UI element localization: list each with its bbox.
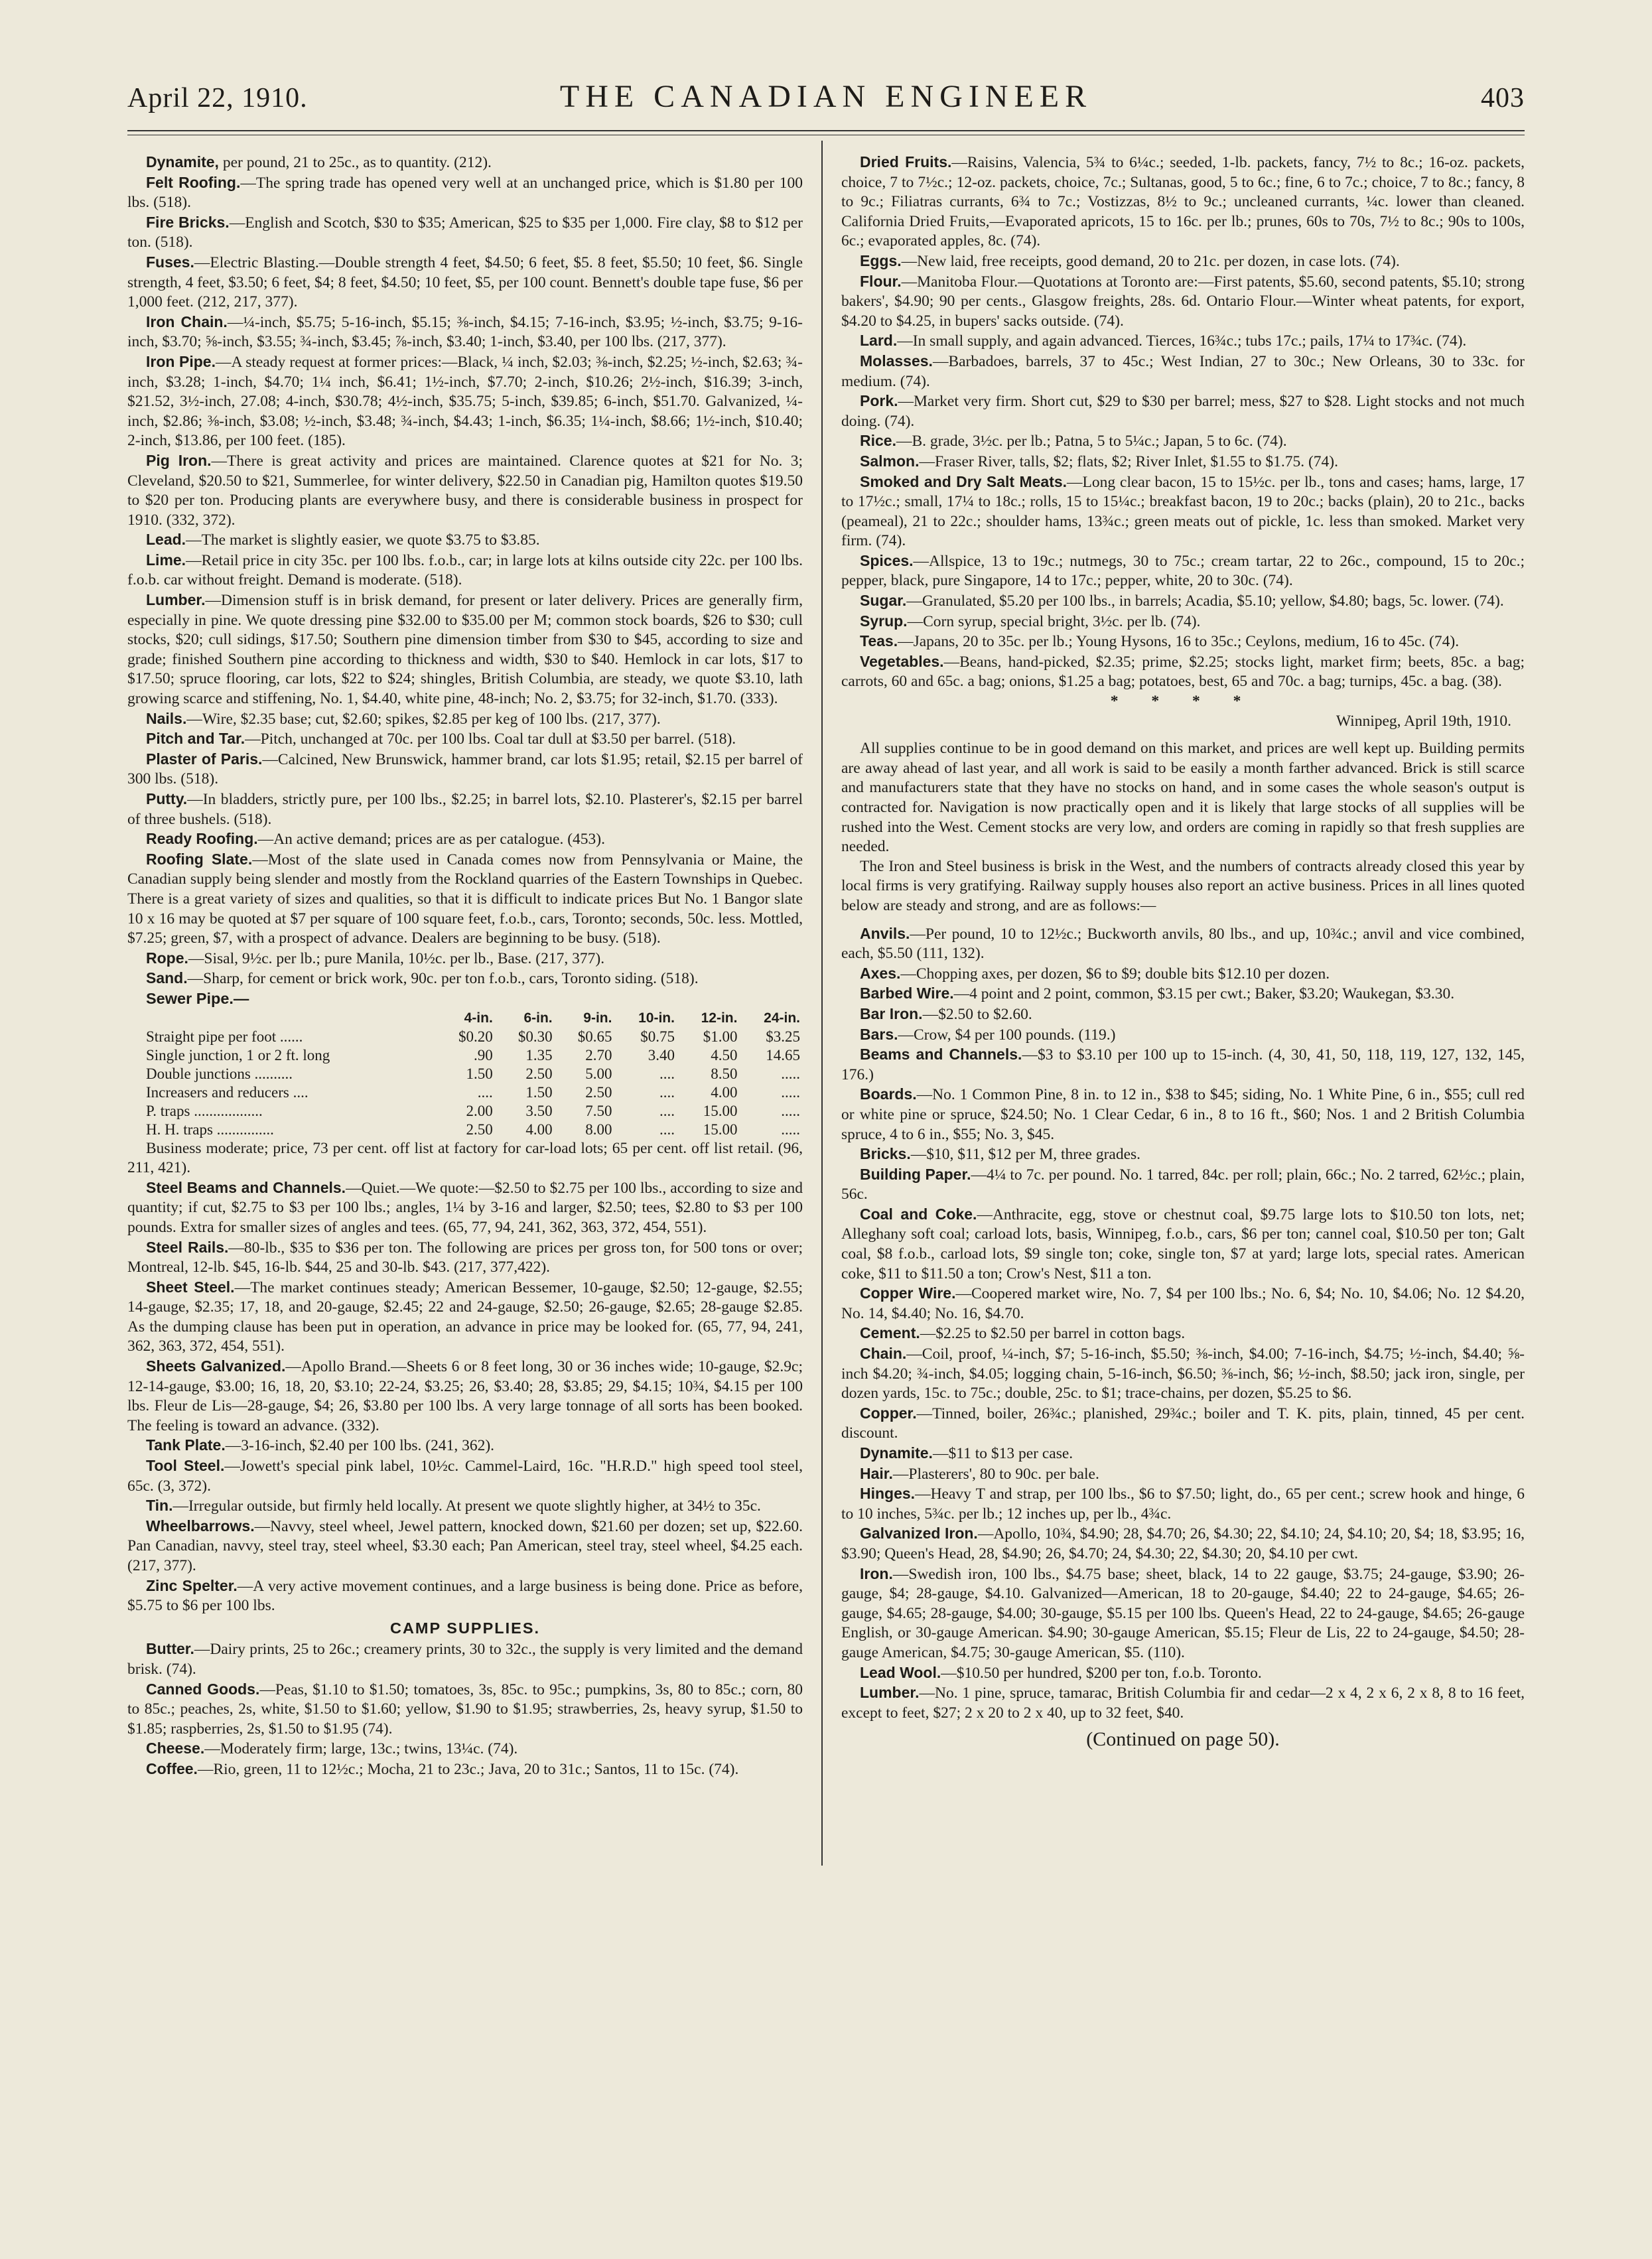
- market-item: [841, 1564, 1525, 1663]
- market-items-list: [127, 1178, 803, 1616]
- market-item: [841, 1324, 1525, 1344]
- item-heading: Tank Plate.: [146, 1436, 226, 1454]
- report-paragraph: The Iron and Steel business is brisk in the West, and the numbers of contracts already closed this year by local firms is very gratifying. Railway supply houses also report an active business. Prices in all lines quoted below are steady and strong, and are as follows:—: [841, 857, 1525, 914]
- market-item: [127, 1456, 803, 1496]
- market-item: [127, 789, 803, 829]
- item-text: —No. 1 Common Pine, 8 in. to 12 in., $38 to $45; siding, No. 1 White Pine, 6 in., $55; cull red or white pine or spruce, $24.50; No. 1 Clear Cedar, 6 in., 8 to 16 ft., $60; Nos. 1 and 2 British Columbia spruce, 4 to 6 in., $55; No. 3, $45.: [841, 1086, 1525, 1143]
- item-text: —B. grade, 3½c. per lb.; Patna, 5 to 5¼c.; Japan, 5 to 6c. (74).: [896, 433, 1287, 450]
- market-item: [841, 1025, 1525, 1046]
- market-item: [841, 391, 1525, 431]
- item-text: —The spring trade has opened very well at an unchanged price, which is $1.80 per 100 lbs. (518).: [127, 174, 803, 212]
- item-heading: Iron Chain.: [146, 312, 228, 330]
- item-text: —80-lb., $35 to $36 per ton. The following are prices per gross ton, for 500 tons or over; Montreal, 12-lb. $45, 16-lb. $44, 25 and 30-lb. $43. (217, 377,422).: [127, 1239, 803, 1276]
- item-text: —4¼ to 7c. per pound. No. 1 tarred, 84c. per roll; plain, 66c.; No. 2 tarred, 62½c.; plain, 56c.: [841, 1166, 1525, 1203]
- market-item: [841, 1284, 1525, 1324]
- item-text: —Retail price in city 35c. per 100 lbs. f.o.b., car; in large lots at kilns outside city 22c. per 100 lbs. f.o.b. car without freight. Demand is moderate. (518).: [127, 551, 803, 589]
- market-item: [127, 709, 803, 730]
- issue-date: April 22, 1910.: [127, 83, 308, 113]
- table-cell: 1.50: [525, 1083, 553, 1101]
- table-cell: 15.00: [703, 1121, 738, 1138]
- item-heading: Smoked and Dry Salt Meats.: [860, 472, 1067, 490]
- item-heading: Cheese.: [146, 1740, 205, 1757]
- item-text: —$10.50 per hundred, $200 per ton, f.o.b. Toronto.: [941, 1664, 1262, 1682]
- item-heading: Copper.: [860, 1404, 917, 1422]
- item-heading: Cement.: [860, 1324, 920, 1342]
- winnipeg-dateline: Winnipeg, April 19th, 1910.: [1336, 712, 1511, 730]
- market-item: [841, 551, 1525, 591]
- item-heading: Steel Beams and Channels.: [146, 1178, 346, 1196]
- item-heading: Lead Wool.: [860, 1663, 941, 1681]
- item-text: —An active demand; prices are as per catalogue. (453).: [257, 831, 605, 849]
- item-heading: Putty.: [146, 790, 188, 807]
- item-text: —Sharp, for cement or brick work, 90c. per ton f.o.b., cars, Toronto siding. (518).: [187, 970, 699, 988]
- market-item: [841, 612, 1525, 632]
- market-report-paragraphs: [841, 739, 1525, 916]
- market-item: [841, 1524, 1525, 1564]
- item-heading: Lard.: [860, 332, 898, 350]
- table-cell: $0.30: [517, 1028, 553, 1045]
- column-divider: [821, 141, 823, 1866]
- item-text: —Raisins, Valencia, 5¾ to 6¼c.; seeded, 1-lb. packets, fancy, 7½ to 8c.; 16-oz. packets, choice, 7 to 7½c.; 12-oz. packets, choice, 7c.; Sultanas, good, 5 to 6c.; fine, 6 to 7c.; choice, 7 to 8c.; fancy, 8 to 9c.; Filiatras currants, 6¾ to 7c.; Vostizzas, 8½ to 9c.; uncleaned currants, ¼c. lower than cleaned. California Dried Fruits,—Evaporated apricots, 15 to 16c. per lb.; prunes, 60s to 70s, 7½ to 8c.; 90s to 100s, 6c.; evaporated apples, 8c. (74).: [841, 154, 1525, 250]
- table-cell: 4.00: [711, 1083, 738, 1101]
- continued-note: (Continued on page 50).: [1086, 1728, 1280, 1751]
- table-cell: $0.65: [577, 1028, 612, 1045]
- item-heading: Ready Roofing.: [146, 830, 258, 848]
- table-cell: .....: [781, 1121, 800, 1138]
- table-cell: 1.50: [466, 1065, 493, 1082]
- page-number: 403: [1481, 83, 1525, 113]
- running-header: [127, 78, 1525, 125]
- report-paragraph: All supplies continue to be in good demand on this market, and prices are well kept up. Building permits are away ahead of last year, and all work is said to be easily a month farther advanced. Brick is still scarce and manufacturers state that they have no stocks on hand, and in some cases the whole season's output is contracted for. Navigation is now practically open and it is likely that large stocks of all supplies will be rushed into the West. Cement stocks are very low, and orders are coming in rapidly so that fresh supplies are needed.: [841, 740, 1525, 856]
- item-text: —English and Scotch, $30 to $35; American, $25 to $35 per 1,000. Fire clay, $8 to $12 per ton. (518).: [127, 214, 803, 251]
- item-text: —Peas, $1.10 to $1.50; tomatoes, 3s, 85c. to 95c.; pumpkins, 3s, 80 to 85c.; corn, 80 to 85c.; peaches, 2s, white, $1.50 to $1.60; yellow, $1.90 to $1.95; strawberries, 2s, heavy syrup, $1.50 to $1.85; raspberries, 2s, $1.50 to $1.95 (74).: [127, 1680, 803, 1738]
- market-item: [127, 850, 803, 949]
- item-text: —The market continues steady; American Bessemer, 10-gauge, $2.50; 12-gauge, $2.55; 14-gauge, $2.35; 17, 18, and 20-gauge, $2.45; 22 and 24-gauge, $2.50; 26-gauge, $2.65; 28-gauge $2.85. As the dumping clause has been put in operation, an advance in price may be looked for. (65, 77, 94, 241, 362, 363, 372, 454, 551).: [127, 1278, 803, 1355]
- table-cell: Double junctions ..........: [146, 1065, 293, 1082]
- market-item: [127, 1759, 803, 1780]
- table-row: [127, 1028, 803, 1046]
- market-item: [127, 1436, 803, 1456]
- item-heading: Flour.: [860, 272, 902, 290]
- item-text: —Rio, green, 11 to 12½c.; Mocha, 21 to 23c.; Java, 20 to 31c.; Santos, 11 to 15c. (74).: [197, 1760, 739, 1778]
- item-heading: Roofing Slate.: [146, 850, 253, 868]
- table-cell: 4.00: [525, 1121, 553, 1138]
- item-text: —Wire, $2.35 base; cut, $2.60; spikes, $2.85 per keg of 100 lbs. (217, 377).: [186, 710, 661, 728]
- item-heading: Nails.: [146, 709, 187, 727]
- market-item: [127, 1639, 803, 1679]
- item-heading: Felt Roofing.: [146, 173, 241, 191]
- item-text: —The market is slightly easier, we quote $3.75 to $3.85.: [186, 531, 540, 549]
- item-heading: Eggs.: [860, 251, 902, 269]
- table-cell: .....: [781, 1065, 800, 1082]
- item-heading: Sand.: [146, 969, 188, 987]
- item-heading: Tin.: [146, 1497, 173, 1515]
- item-heading: Lumber.: [146, 591, 206, 609]
- table-row: [127, 1121, 803, 1139]
- right-column: [841, 153, 1525, 1749]
- item-heading: Lime.: [146, 551, 186, 569]
- item-text: —Most of the slate used in Canada comes now from Pennsylvania or Maine, the Canadian supply being slender and mostly from the Rockland quarries of the Eastern Townships in Quebec. There is a great variety of sizes and qualities, so that it is difficult to indicate prices But No. 1 Bangor slate 10 x 16 may be quoted at $7 per square of 100 square feet, f.o.b., cars, Toronto; seconds, 50c. less. Mottled, $7.25; green, $7, with a prospect of advance. Dealers are beginning to be busy. (518).: [127, 851, 803, 947]
- item-heading: Rice.: [860, 432, 896, 450]
- market-item: [127, 551, 803, 590]
- item-text: —Beans, hand-picked, $2.35; prime, $2.25; stocks light, market firm; beets, 85c. a bag; carrots, 60 and 65c. a bag; onions, $1.25 a bag; potatoes, best, 65 and 70c. a bag; turnips, 45c. a bag. (38).: [841, 653, 1525, 691]
- left-column: [127, 153, 803, 1780]
- market-item: [127, 153, 803, 173]
- table-cell: .....: [781, 1102, 800, 1119]
- table-cell: 2.70: [585, 1046, 612, 1063]
- market-item: [127, 173, 803, 213]
- item-text: —Plasterers', 80 to 90c. per bale.: [892, 1465, 1099, 1483]
- table-row: [127, 1102, 803, 1121]
- table-cell: 2.00: [466, 1102, 493, 1119]
- section-break-stars: * * * *: [1110, 693, 1256, 711]
- table-column-header: 4-in.: [464, 1010, 493, 1026]
- item-text: —Swedish iron, 100 lbs., $4.75 base; sheet, black, 14 to 22 gauge, $3.75; 24-gauge, $3.90; 26-gauge, $4; 28-gauge, $4.10. Galvanized—American, 18 to 20-gauge, $4.40; 22 to 24-gauge, $4.65; 26-gauge, $4.65; 28-gauge, $4.00; 30-gauge, $5.15 per 100 lbs. Queen's Head, 22 to 24-gauge, $4.65; 26-gauge English, or 30-gauge American. $4.90; 30-gauge American, $5.15; Fleur de Lis, 22 to 24-gauge, $4.50; 28-gauge American, $4.75; 30-gauge American, $5. (110).: [841, 1565, 1525, 1661]
- item-text: —Dairy prints, 25 to 26c.; creamery prints, 30 to 32c., the supply is very limited and the demand brisk. (74).: [127, 1641, 803, 1678]
- sewer-pipe-note: Business moderate; price, 73 per cent. off list at factory for car-load lots; 65 per cent. off list retail. (96, 211, 421).: [127, 1139, 803, 1177]
- item-text: —$11 to $13 per case.: [932, 1445, 1073, 1462]
- market-item: [841, 1663, 1525, 1684]
- item-text: —Quiet.—We quote:—$2.50 to $2.75 per 100 lbs., according to size and quantity; if cut, $2.75 to $3 per 100 lbs.; angles, 1¼ by 3-16 and larger, $2.50; tees, $2.80 to $3 per 100 pounds. Extra for smaller sizes of angles and tees. (65, 77, 94, 241, 362, 363, 372, 454, 551).: [127, 1179, 803, 1236]
- item-heading: Iron Pipe.: [146, 352, 216, 370]
- item-text: —Per pound, 10 to 12½c.; Buckworth anvils, 80 lbs., and up, 10¾c.; anvil and vice combined, each, $5.50 (111, 132).: [841, 925, 1525, 963]
- market-item: [127, 729, 803, 750]
- market-items-list: [841, 153, 1525, 692]
- item-heading: Axes.: [860, 964, 901, 982]
- item-heading: Iron.: [860, 1564, 893, 1582]
- item-heading: Bars.: [860, 1025, 898, 1043]
- item-heading: Syrup.: [860, 612, 908, 630]
- table-cell: $0.75: [640, 1028, 675, 1045]
- item-heading: Plaster of Paris.: [146, 750, 263, 768]
- item-text: —Apollo Brand.—Sheets 6 or 8 feet long, 30 or 36 inches wide; 10-gauge, $2.9c; 12-14-gauge, $3.00; 16, 18, 20, $3.10; 22-24, $3.25; 26, $3.40; 28, $3.85; 29, $4.15; 10¾, $4.15 per 100 lbs. Fleur de Lis—28-gauge, $4; 26, $3.80 per 100 lbs. A very large tonnage of all sorts has been booked. The feeling is toward an advance. (332).: [127, 1358, 803, 1434]
- item-heading: Coal and Coke.: [860, 1205, 977, 1223]
- item-text: —Fraser River, talls, $2; flats, $2; River Inlet, $1.55 to $1.75. (74).: [919, 452, 1338, 470]
- market-item: [841, 1205, 1525, 1284]
- item-text: —Crow, $4 per 100 pounds. (119.): [898, 1026, 1116, 1044]
- market-item: [841, 652, 1525, 692]
- item-text: —Heavy T and strap, per 100 lbs., $6 to $7.50; light, do., 65 per cent.; screw hook and hinge, 6 to 10 inches, 5¾c. per lb.; 12 inches up, per lb., 4¾c.: [841, 1485, 1525, 1523]
- market-item: [127, 829, 803, 850]
- table-cell: Increasers and reducers ....: [146, 1083, 309, 1101]
- market-item: [841, 331, 1525, 352]
- item-text: —$3 to $3.10 per 100 up to 15-inch. (4, 30, 41, 50, 118, 119, 127, 132, 145, 176.): [841, 1046, 1525, 1083]
- market-item: [127, 1739, 803, 1759]
- item-heading: Beams and Channels.: [860, 1046, 1022, 1063]
- item-heading: Spices.: [860, 551, 914, 569]
- item-text: —Irregular outside, but firmly held locally. At present we quote slightly higher, at 34½ to 35c.: [172, 1497, 761, 1515]
- market-item: [127, 1517, 803, 1576]
- item-heading: Bricks.: [860, 1145, 911, 1163]
- table-cell: Straight pipe per foot ......: [146, 1028, 303, 1045]
- item-heading: Sugar.: [860, 592, 907, 610]
- table-column-header: 9-in.: [583, 1010, 612, 1026]
- header-rule: [127, 130, 1525, 135]
- table-column-header: 24-in.: [764, 1010, 800, 1026]
- market-item: [127, 1357, 803, 1436]
- table-cell: 2.50: [525, 1065, 553, 1082]
- sewer-pipe-table: [127, 1009, 803, 1139]
- item-text: —Corn syrup, special bright, 3½c. per lb. (74).: [907, 612, 1201, 630]
- item-text: —Chopping axes, per dozen, $6 to $9; double bits $12.10 per dozen.: [900, 965, 1330, 983]
- item-text: —In small supply, and again advanced. Tierces, 16¾c.; tubs 17c.; pails, 17¼ to 17¾c. (74).: [897, 332, 1467, 350]
- item-heading: Pig Iron.: [146, 451, 212, 469]
- item-text: —$2.50 to $2.60.: [922, 1005, 1032, 1023]
- item-heading: Fuses.: [146, 253, 194, 271]
- market-item: [127, 1680, 803, 1740]
- market-item: [841, 632, 1525, 652]
- item-heading: Sheet Steel.: [146, 1278, 235, 1296]
- market-item: [841, 964, 1525, 985]
- item-text: —A steady request at former prices:—Black, ¼ inch, $2.03; ⅜-inch, $2.25; ½-inch, $2.63; ¾-inch, $3.28; 1-inch, $4.70; 1¼ inch, $6.41; 1½-inch, $7.70; 2-inch, $10.26; 2½-inch, $16.39; 3-inch, $21.52, 3½-inch, 27.08; 4-inch, $30.78; 4½-inch, $35.75; 5-inch, $39.85; 6-inch, $51.70. Galvanized, ¼-inch, $2.86; ⅜-inch, $3.08; ½-inch, $3.48; ¾-inch, $4.43; 1-inch, $6.35; 1¼-inch, $8.66; 1½-inch, $10.40; 2-inch, $13.86, per 100 feet. (185).: [127, 353, 803, 450]
- item-heading: Copper Wire.: [860, 1284, 956, 1302]
- table-column-header: [127, 1009, 436, 1028]
- item-heading: Hinges.: [860, 1485, 916, 1503]
- market-items-list: [127, 1639, 803, 1779]
- table-cell: .....: [781, 1083, 800, 1101]
- item-heading: Wheelbarrows.: [146, 1517, 255, 1535]
- market-item: [127, 253, 803, 312]
- table-column-header: 10-in.: [638, 1010, 675, 1026]
- market-item: [841, 272, 1525, 332]
- market-item: [127, 1278, 803, 1357]
- item-heading: Bar Iron.: [860, 1004, 923, 1022]
- item-heading: Chain.: [860, 1345, 907, 1363]
- table-header-row: [127, 1009, 803, 1028]
- table-cell: 1.35: [525, 1046, 553, 1063]
- market-item: [127, 750, 803, 789]
- item-text: —Anthracite, egg, stove or chestnut coal, $9.75 large lots to $10.50 ton lots, net; Alleghany soft coal; carload lots, basis, Winnipeg, f.o.b., cars, $6 per ton; cannel coal, $10.50 per ton; Galt coal, $8 f.o.b., carload lots, $9 single ton; coke, single ton, $7 at yard; large lots, special rates. American coke, $11 to $11.50 a ton; Crow's Nest, $11 a ton.: [841, 1205, 1525, 1282]
- table-cell: 2.50: [585, 1083, 612, 1101]
- table-column-header: 12-in.: [701, 1010, 738, 1026]
- market-item: [841, 251, 1525, 272]
- market-item: [127, 1178, 803, 1238]
- table-cell: ....: [659, 1065, 675, 1082]
- item-heading: Boards.: [860, 1085, 917, 1103]
- item-text: —No. 1 pine, spruce, tamarac, British Columbia fir and cedar—2 x 4, 2 x 6, 2 x 8, 8 to 16 feet, except to feet, $27; 2 x 20 to 2 x 40, up to 32 feet, $40.: [841, 1684, 1525, 1722]
- item-heading: Salmon.: [860, 452, 920, 470]
- item-text: —Dimension stuff is in brisk demand, for present or later delivery. Prices are generally firm, especially in pine. We quote dressing pine $32.00 to $35.00 per M; common stock boards, $26 to $30; cull stocks, $20; cull sidings, $17.50; Southern pine dimension timber from $30 to $45, according to size and grade; finished Southern pine according to thickness and width, $30 to $40. Hemlock in car lots, $17 to $17.50; spruce flooring, car lots, $22 to $24; shingles, British Columbia, are steady, we quote $3.10, lath growing scarce and stiffening, No. 1, $4.40, white pine, 48-inch; No. 2, $3.75; for 32-inch, $1.70. (333).: [127, 592, 803, 708]
- table-cell: H. H. traps ...............: [146, 1121, 274, 1138]
- market-item: [841, 431, 1525, 452]
- market-item: [841, 1004, 1525, 1025]
- item-text: —Sisal, 9½c. per lb.; pure Manila, 10½c. per lb., Base. (217, 377).: [188, 949, 605, 967]
- table-row: [127, 1065, 803, 1083]
- table-cell: 14.65: [766, 1046, 800, 1063]
- item-text: —There is great activity and prices are maintained. Clarence quotes at $21 for No. 3; Cleveland, $20.50 to $21, Summerlee, for winter delivery, $22.50 in Canadian pig, Hamilton quotes $19.50 to $20 per ton. Producing plants are everywhere busy, and there is considerable business in prospect for 1910. (332, 372).: [127, 452, 803, 529]
- item-text: —Coopered market wire, No. 7, $4 per 100 lbs.; No. 6, $4; No. 10, $4.06; No. 12 $4.20, No. 14, $4.40; No. 16, $4.70.: [841, 1285, 1525, 1322]
- market-item: [841, 452, 1525, 472]
- table-body: [127, 1028, 803, 1139]
- market-item: [841, 1683, 1525, 1723]
- table-cell: .90: [474, 1046, 493, 1063]
- table-cell: $0.20: [458, 1028, 493, 1045]
- table-cell: 8.00: [585, 1121, 612, 1138]
- item-heading: Dried Fruits.: [860, 153, 952, 171]
- item-text: —$10, $11, $12 per M, three grades.: [910, 1146, 1141, 1164]
- market-item: [841, 472, 1525, 551]
- journal-title: THE CANADIAN ENGINEER: [559, 79, 1093, 114]
- table-row: [127, 1046, 803, 1065]
- table-cell: ....: [659, 1121, 675, 1138]
- market-item: [127, 969, 803, 989]
- item-text: —Pitch, unchanged at 70c. per 100 lbs. Coal tar dull at $3.50 per barrel. (518).: [245, 730, 736, 748]
- item-heading: Pork.: [860, 392, 898, 410]
- item-heading: Tool Steel.: [146, 1457, 225, 1475]
- item-heading: Vegetables.: [860, 652, 944, 670]
- item-text: —A very active movement continues, and a large business is being done. Price as before, $5.75 to $6 per 100 lbs.: [127, 1577, 803, 1615]
- table-cell: 5.00: [585, 1065, 612, 1082]
- market-item: [841, 1344, 1525, 1404]
- item-heading: Pitch and Tar.: [146, 730, 245, 748]
- item-text: —Coil, proof, ¼-inch, $7; 5-16-inch, $5.50; ⅜-inch, $4.00; 7-16-inch, $4.75; ½-inch, $4.40; ⅝-inch $4.20; ¾-inch, $4.05; logging chain, 5-16-inch, $6.50; ⅜-inch, $6; ½-inch, $8.50; jack iron, single, per dozen yards, 15c. to 75c.; double, 25c. to $1; trace-chains, per dozen, $5.25 to $6.: [841, 1345, 1525, 1403]
- market-item: [841, 1484, 1525, 1524]
- item-heading: Galvanized Iron.: [860, 1525, 978, 1542]
- item-text: —Moderately firm; large, 13c.; twins, 13¼c. (74).: [204, 1740, 518, 1758]
- table-cell: 7.50: [585, 1102, 612, 1119]
- camp-supplies-heading: CAMP SUPPLIES.: [389, 1619, 541, 1637]
- market-item: [841, 591, 1525, 612]
- item-heading: Building Paper.: [860, 1165, 971, 1183]
- item-text: —Long clear bacon, 15 to 15½c. per lb., tons and cases; hams, large, 17 to 17½c.; small, 17¼ to 18c.; rolls, 15 to 15¼c.; breakfast bacon, 19 to 20c.; backs (plain), 20 to 21c., backs (peameal), 21 to 22c.; shoulder hams, 13¾c.; green meats out of pickle, 1c. less than smoked. Market very firm. (74).: [841, 473, 1525, 550]
- market-item: [127, 590, 803, 709]
- item-heading: Butter.: [146, 1640, 194, 1658]
- item-text: —4 point and 2 point, common, $3.15 per cwt.; Baker, $3.20; Waukegan, $3.30.: [953, 985, 1455, 1003]
- item-heading: Fire Bricks.: [146, 213, 230, 231]
- item-heading: Zinc Spelter.: [146, 1576, 238, 1594]
- table-cell: P. traps ..................: [146, 1102, 263, 1119]
- table-cell: 3.50: [525, 1102, 553, 1119]
- table-cell: ....: [659, 1102, 675, 1119]
- item-heading: Hair.: [860, 1464, 893, 1482]
- item-text: —Electric Blasting.—Double strength 4 feet, $4.50; 6 feet, $5. 8 feet, $5.50; 10 feet, $6. Single strength, 4 feet, $3.50; 6 feet, $4; 8 feet, $4.50; 10 feet, $5, per 100 count. Bennett's double tape fuse, $6 per 1,000 feet. (212, 217, 377).: [127, 253, 803, 311]
- market-item: [127, 949, 803, 969]
- market-item: [127, 352, 803, 451]
- item-heading: Dynamite.: [860, 1444, 933, 1462]
- sewer-pipe-heading: Sewer Pipe.—: [146, 989, 249, 1007]
- item-heading: Canned Goods.: [146, 1680, 260, 1698]
- table-cell: Single junction, 1 or 2 ft. long: [146, 1046, 330, 1063]
- item-text: —Allspice, 13 to 19c.; nutmegs, 30 to 75c.; cream tartar, 22 to 26c., compound, 15 to 20c.; pepper, black, pure Singapore, 14 to 17c.; pepper, white, 20 to 30c. (74).: [841, 552, 1525, 590]
- market-item: [841, 352, 1525, 391]
- item-text: —Market very firm. Short cut, $29 to $30 per barrel; mess, $27 to $28. Light stocks and not much doing. (74).: [841, 393, 1525, 430]
- market-item: [841, 1165, 1525, 1205]
- market-item: [127, 312, 803, 352]
- item-text: —Barbadoes, barrels, 37 to 45c.; West Indian, 27 to 30c.; New Orleans, 30 to 33c. for medium. (74).: [841, 352, 1525, 390]
- item-text: —$2.25 to $2.50 per barrel in cotton bags.: [920, 1325, 1186, 1343]
- item-text: —Calcined, New Brunswick, hammer brand, car lots $1.95; retail, $2.15 per barrel of 300 lbs. (518).: [127, 750, 803, 788]
- market-items-list: [127, 153, 803, 989]
- table-cell: 3.40: [648, 1046, 675, 1063]
- table-cell: $3.25: [766, 1028, 800, 1045]
- market-item: [127, 1238, 803, 1278]
- table-row: [127, 1083, 803, 1102]
- table-cell: 4.50: [711, 1046, 738, 1063]
- item-heading: Sheets Galvanized.: [146, 1357, 286, 1375]
- table-cell: 15.00: [703, 1102, 738, 1119]
- market-item: [127, 530, 803, 551]
- item-text: —Tinned, boiler, 26¾c.; planished, 29¾c.; boiler and T. K. pits, plain, tinned, 45 per cent. discount.: [841, 1404, 1525, 1442]
- item-heading: Coffee.: [146, 1759, 198, 1777]
- market-item: [841, 153, 1525, 251]
- item-text: —Manitoba Flour.—Quotations at Toronto are:—First patents, $5.60, second patents, $5.10; strong bakers', $4.90; 90 per cents., Glasgow freights, 28s. 6d. Ontario Flour.—Winter wheat patents, for export, $4.20 to $4.25, in bupers' sacks outside. (74).: [841, 273, 1525, 330]
- item-text: —Japans, 20 to 35c. per lb.; Young Hysons, 16 to 35c.; Ceylons, medium, 16 to 45c. (74).: [898, 633, 1460, 651]
- item-text: —3-16-inch, $2.40 per 100 lbs. (241, 362).: [225, 1437, 495, 1455]
- market-item: [841, 1444, 1525, 1464]
- item-heading: Rope.: [146, 949, 188, 967]
- item-text: —¼-inch, $5.75; 5-16-inch, $5.15; ⅜-inch, $4.15; 7-16-inch, $3.95; ½-inch, $3.75; 9-16-inch, $3.70; ⅝-inch, $3.55; ¾-inch, $3.45; ⅞-inch, $3.40; 1-inch, $3.40, per 100 lbs. (217, 377).: [127, 313, 803, 351]
- table-cell: $1.00: [703, 1028, 738, 1045]
- table-cell: ....: [477, 1083, 493, 1101]
- item-heading: Barbed Wire.: [860, 985, 954, 1002]
- item-text: —New laid, free receipts, good demand, 20 to 21c. per dozen, in case lots. (74).: [901, 252, 1400, 270]
- item-text: —Granulated, $5.20 per 100 lbs., in barrels; Acadia, $5.10; yellow, $4.80; bags, 5c. lower. (74).: [906, 592, 1504, 610]
- item-text: —Navvy, steel wheel, Jewel pattern, knocked down, $21.60 per dozen; set up, $22.60. Pan Canadian, navvy, steel tray, steel wheel, $3.30 each; Pan American, steel tray, steel wheel, $4.25 each. (217, 377).: [127, 1517, 803, 1574]
- market-item: [127, 451, 803, 530]
- table-cell: 2.50: [466, 1121, 493, 1138]
- item-text: per pound, 21 to 25c., as to quantity. (212).: [218, 154, 492, 171]
- market-item: [841, 1085, 1525, 1144]
- item-heading: Lumber.: [860, 1684, 920, 1702]
- market-items-list: [841, 924, 1525, 1724]
- item-text: —Apollo, 10¾, $4.90; 28, $4.70; 26, $4.30; 22, $4.10; 24, $4.10; 20, $4; 18, $3.95; 16, $3.90; Queen's Head, 28, $4.90; 26, $4.70; 24, $4.30; 22, $4.30; 20, $4.10 per cwt.: [841, 1525, 1525, 1562]
- item-heading: Steel Rails.: [146, 1238, 229, 1256]
- item-heading: Molasses.: [860, 352, 933, 370]
- market-item: [841, 1045, 1525, 1085]
- item-heading: Teas.: [860, 632, 898, 650]
- table-column-header: 6-in.: [523, 1010, 553, 1026]
- market-item: [841, 984, 1525, 1004]
- market-item: [841, 1404, 1525, 1444]
- market-item: [127, 1496, 803, 1517]
- market-item: [841, 1144, 1525, 1165]
- market-item: [841, 1464, 1525, 1485]
- item-heading: Dynamite,: [146, 153, 219, 171]
- item-heading: Anvils.: [860, 924, 910, 942]
- table-cell: 8.50: [711, 1065, 738, 1082]
- table-cell: ....: [659, 1083, 675, 1101]
- market-item: [127, 213, 803, 253]
- market-item: [127, 1576, 803, 1616]
- item-text: —In bladders, strictly pure, per 100 lbs., $2.25; in barrel lots, $2.10. Plasterer's, $2.15 per barrel of three bushels. (518).: [127, 791, 803, 828]
- item-heading: Lead.: [146, 531, 186, 549]
- market-item: [841, 924, 1525, 964]
- item-text: —Jowett's special pink label, 10½c. Cammel-Laird, 16c. "H.R.D." high speed tool steel, 65c. (3, 372).: [127, 1458, 803, 1495]
